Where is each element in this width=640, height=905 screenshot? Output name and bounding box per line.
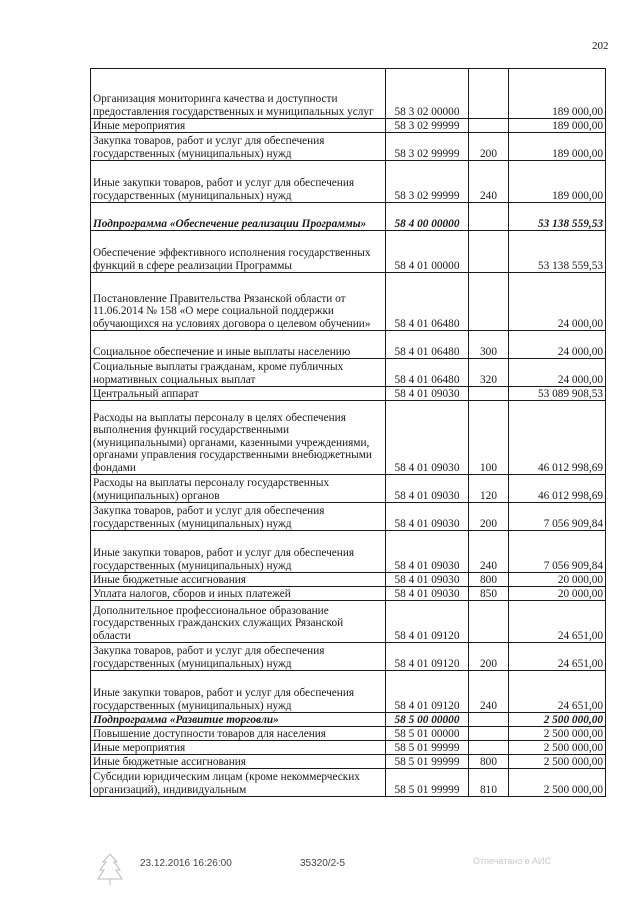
row-expense-type [469,119,509,133]
row-amount: 20 000,00 [509,573,606,587]
seal-icon [97,852,123,886]
table-row [91,273,606,331]
row-name: Закупка товаров, работ и услуг для обеспечения государственных (муниципальных) нужд [91,133,386,161]
row-expense-type: 320 [469,359,509,387]
budget-table [90,68,606,797]
table-row [91,475,606,503]
row-expense-type [469,273,509,331]
row-expense-type [469,69,509,119]
row-amount: 24 651,00 [509,601,606,643]
row-amount: 46 012 998,69 [509,401,606,475]
row-name: Подпрограмма «Обеспечение реализации Программы» [91,203,386,231]
row-code: 58 3 02 99999 [386,119,469,133]
row-name: Субсидии юридическим лицам (кроме некоммерческих организаций), индивидуальным [91,769,386,797]
row-amount: 189 000,00 [509,161,606,203]
row-expense-type [469,727,509,741]
row-amount: 189 000,00 [509,119,606,133]
row-name: Подпрограмма «Развитие торговли» [91,713,386,727]
row-amount: 24 651,00 [509,643,606,671]
row-amount: 189 000,00 [509,69,606,119]
row-expense-type [469,387,509,401]
row-expense-type: 850 [469,587,509,601]
row-amount: 20 000,00 [509,587,606,601]
row-amount: 2 500 000,00 [509,741,606,755]
page-number: 202 [592,40,609,52]
table-row [91,741,606,755]
row-code: 58 4 01 09030 [386,401,469,475]
row-name: Центральный аппарат [91,387,386,401]
row-expense-type [469,231,509,273]
row-name: Социальные выплаты гражданам, кроме публичных нормативных социальных выплат [91,359,386,387]
row-expense-type [469,713,509,727]
row-amount: 53 138 559,53 [509,203,606,231]
row-name: Дополнительное профессиональное образование государственных гражданских служащих Рязанской области [91,601,386,643]
row-amount: 24 000,00 [509,273,606,331]
table-row [91,643,606,671]
document-number: 35320/2-5 [300,858,346,869]
row-code: 58 4 01 09030 [386,531,469,573]
row-code: 58 3 02 99999 [386,133,469,161]
table-row [91,573,606,587]
row-name: Иные закупки товаров, работ и услуг для обеспечения государственных (муниципальных) нужд [91,161,386,203]
table-row [91,755,606,769]
row-code: 58 5 01 99999 [386,755,469,769]
table-row [91,359,606,387]
row-expense-type: 240 [469,531,509,573]
row-code: 58 4 01 09030 [386,475,469,503]
table-row [91,401,606,475]
row-name: Иные закупки товаров, работ и услуг для обеспечения государственных (муниципальных) нужд [91,671,386,713]
table-row [91,119,606,133]
row-amount: 7 056 909,84 [509,531,606,573]
table-row [91,671,606,713]
row-amount: 2 500 000,00 [509,769,606,797]
row-code: 58 5 01 99999 [386,769,469,797]
row-name: Социальное обеспечение и иные выплаты населению [91,331,386,359]
table-row [91,203,606,231]
row-amount: 24 000,00 [509,359,606,387]
row-expense-type: 100 [469,401,509,475]
row-code: 58 4 01 09030 [386,573,469,587]
table-row [91,133,606,161]
row-amount: 7 056 909,84 [509,503,606,531]
table-row [91,769,606,797]
row-name: Иные мероприятия [91,741,386,755]
row-amount: 189 000,00 [509,133,606,161]
table-row [91,503,606,531]
row-name: Организация мониторинга качества и доступности предоставления государственных и муниципальных услуг [91,69,386,119]
row-code: 58 5 00 00000 [386,713,469,727]
table-row [91,387,606,401]
row-expense-type: 200 [469,133,509,161]
row-code: 58 4 00 00000 [386,203,469,231]
budget-table-body [91,69,606,797]
row-amount: 46 012 998,69 [509,475,606,503]
table-row [91,331,606,359]
row-code: 58 4 01 06480 [386,331,469,359]
row-name: Повышение доступности товаров для населения [91,727,386,741]
row-name: Закупка товаров, работ и услуг для обеспечения государственных (муниципальных) нужд [91,503,386,531]
row-name: Обеспечение эффективного исполнения государственных функций в сфере реализации Программы [91,231,386,273]
table-row [91,161,606,203]
table-row [91,531,606,573]
row-expense-type [469,741,509,755]
row-name: Расходы на выплаты персоналу государственных (муниципальных) органов [91,475,386,503]
row-code: 58 4 01 09120 [386,643,469,671]
row-name: Иные бюджетные ассигнования [91,755,386,769]
row-amount: 53 089 908,53 [509,387,606,401]
row-expense-type: 240 [469,671,509,713]
row-amount: 24 000,00 [509,331,606,359]
row-expense-type: 300 [469,331,509,359]
row-expense-type [469,601,509,643]
row-code: 58 4 01 09030 [386,587,469,601]
row-code: 58 5 01 99999 [386,741,469,755]
row-code: 58 4 01 00000 [386,231,469,273]
print-timestamp: 23.12.2016 16:26:00 [140,858,232,869]
row-amount: 53 138 559,53 [509,231,606,273]
row-expense-type: 200 [469,643,509,671]
row-code: 58 4 01 09120 [386,601,469,643]
row-code: 58 3 02 99999 [386,161,469,203]
table-row [91,727,606,741]
row-name: Иные закупки товаров, работ и услуг для обеспечения государственных (муниципальных) нужд [91,531,386,573]
row-expense-type [469,203,509,231]
row-name: Иные мероприятия [91,119,386,133]
row-amount: 24 651,00 [509,671,606,713]
row-name: Расходы на выплаты персоналу в целях обеспечения выполнения функций государственными (муниципальными) органами, казенными учреждениями, органами управления государственными внебюджетными фондами [91,401,386,475]
row-name: Иные бюджетные ассигнования [91,573,386,587]
table-row [91,69,606,119]
row-expense-type: 810 [469,769,509,797]
row-code: 58 4 01 09120 [386,671,469,713]
row-code: 58 4 01 09030 [386,387,469,401]
row-expense-type: 200 [469,503,509,531]
row-code: 58 4 01 06480 [386,359,469,387]
table-row [91,231,606,273]
row-amount: 2 500 000,00 [509,755,606,769]
row-expense-type: 800 [469,573,509,587]
row-code: 58 4 01 09030 [386,503,469,531]
row-name: Закупка товаров, работ и услуг для обеспечения государственных (муниципальных) нужд [91,643,386,671]
table-row [91,587,606,601]
row-amount: 2 500 000,00 [509,727,606,741]
row-expense-type: 800 [469,755,509,769]
row-name: Постановление Правительства Рязанской области от 11.06.2014 № 158 «О мере социальной поддержки обучающихся на условиях договора о целевом обучении» [91,273,386,331]
row-code: 58 4 01 06480 [386,273,469,331]
watermark: Отпечатано в АИС [473,856,551,866]
row-amount: 2 500 000,00 [509,713,606,727]
table-row [91,713,606,727]
row-expense-type: 240 [469,161,509,203]
row-code: 58 3 02 00000 [386,69,469,119]
row-expense-type: 120 [469,475,509,503]
row-name: Уплата налогов, сборов и иных платежей [91,587,386,601]
row-code: 58 5 01 00000 [386,727,469,741]
table-row [91,601,606,643]
